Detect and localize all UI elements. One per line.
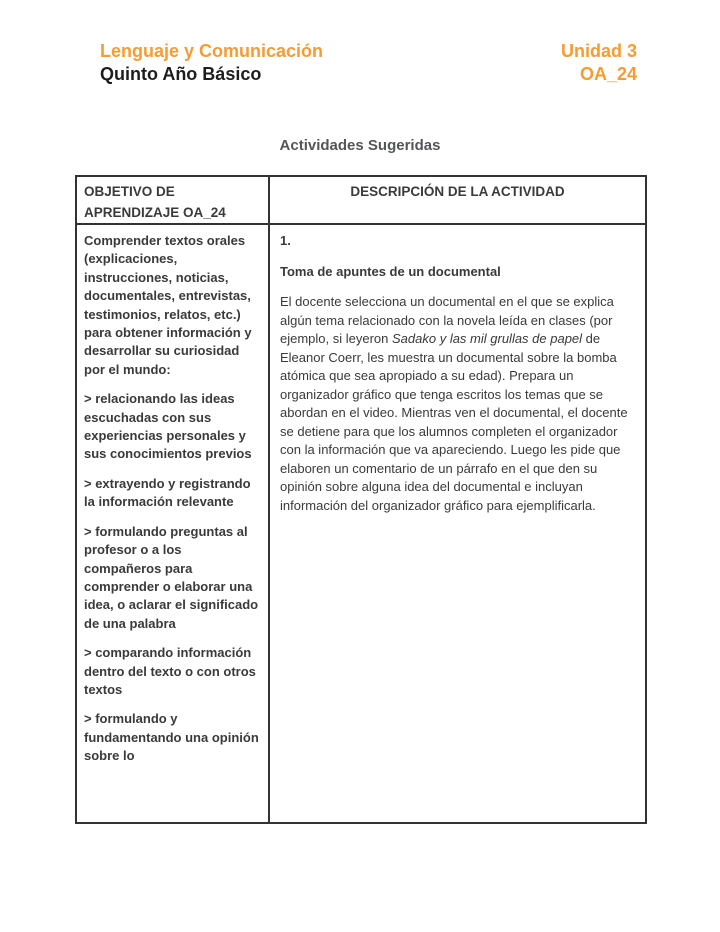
objective-bullet-5: > formulando y fundamentando una opinión sobre lo: [84, 711, 259, 764]
page-header-left: [100, 40, 323, 86]
activities-table: [75, 175, 647, 824]
subject-title: Lenguaje y Comunicación: [100, 41, 324, 61]
description-column-header: DESCRIPCIÓN DE LA ACTIVIDAD: [269, 176, 646, 224]
activity-text-before-book-title: El docente selecciona un documental en el que se explica algún tema relacionado con la novela leída en clases (por ejemplo, si leyeron: [280, 294, 614, 346]
activity-text-after-book-title: de Eleanor Coerr, les muestra un documental sobre la bomba atómica que sea apropiado a su edad). Prepara un organizador gráfico que tenga escritos los temas que se abordan en el video. Mientras ven el documental, el docente se detiene para que los alumnos completen el organizador con la información que va apareciendo. Luego les pide que elaboren un comentario de un párrafo en el que den su opinión sobre alguna idea del documental e incluyan información del organizador gráfico para ejemplificarla.: [280, 331, 628, 513]
page-header-right: [561, 40, 637, 86]
activity-number: 1.: [280, 233, 291, 248]
objective-bullet-2: > extrayendo y registrando la información relevante: [84, 475, 251, 510]
description-cell: [269, 224, 646, 823]
grade-title: Quinto Año Básico: [100, 64, 262, 84]
book-title: Sadako y las mil grullas de papel: [392, 331, 583, 346]
oa-label: OA_24: [579, 64, 637, 84]
objective-intro: Comprender textos orales (explicaciones, instrucciones, noticias, documentales, entrevistas, testimonios, relatos, etc.) para obtener información y desarrollar su curiosidad por el mundo:: [84, 233, 252, 377]
objective-bullet-4: > comparando información dentro del texto o con otros textos: [84, 645, 256, 697]
activity-title: Toma de apuntes de un documental: [280, 263, 501, 279]
objective-text-block: [84, 232, 262, 777]
activity-description: [280, 293, 635, 515]
description-text-block: [280, 232, 635, 527]
objective-column-header: OBJETIVO DE APRENDIZAJE OA_24: [76, 176, 269, 224]
objective-bullet-3: > formulando preguntas al profesor o a los compañeros para comprender o elaborar una idea, o aclarar el significado de una palabra: [84, 523, 259, 631]
page-title: Actividades Sugeridas: [279, 137, 441, 154]
objective-bullet-1: > relacionando las ideas escuchadas con sus experiencias personales y sus conocimientos previos: [84, 391, 252, 462]
unit-label: Unidad 3: [560, 41, 637, 61]
objective-cell: [76, 224, 269, 823]
table-header-row: [76, 176, 646, 224]
table-body-row: [76, 224, 646, 823]
